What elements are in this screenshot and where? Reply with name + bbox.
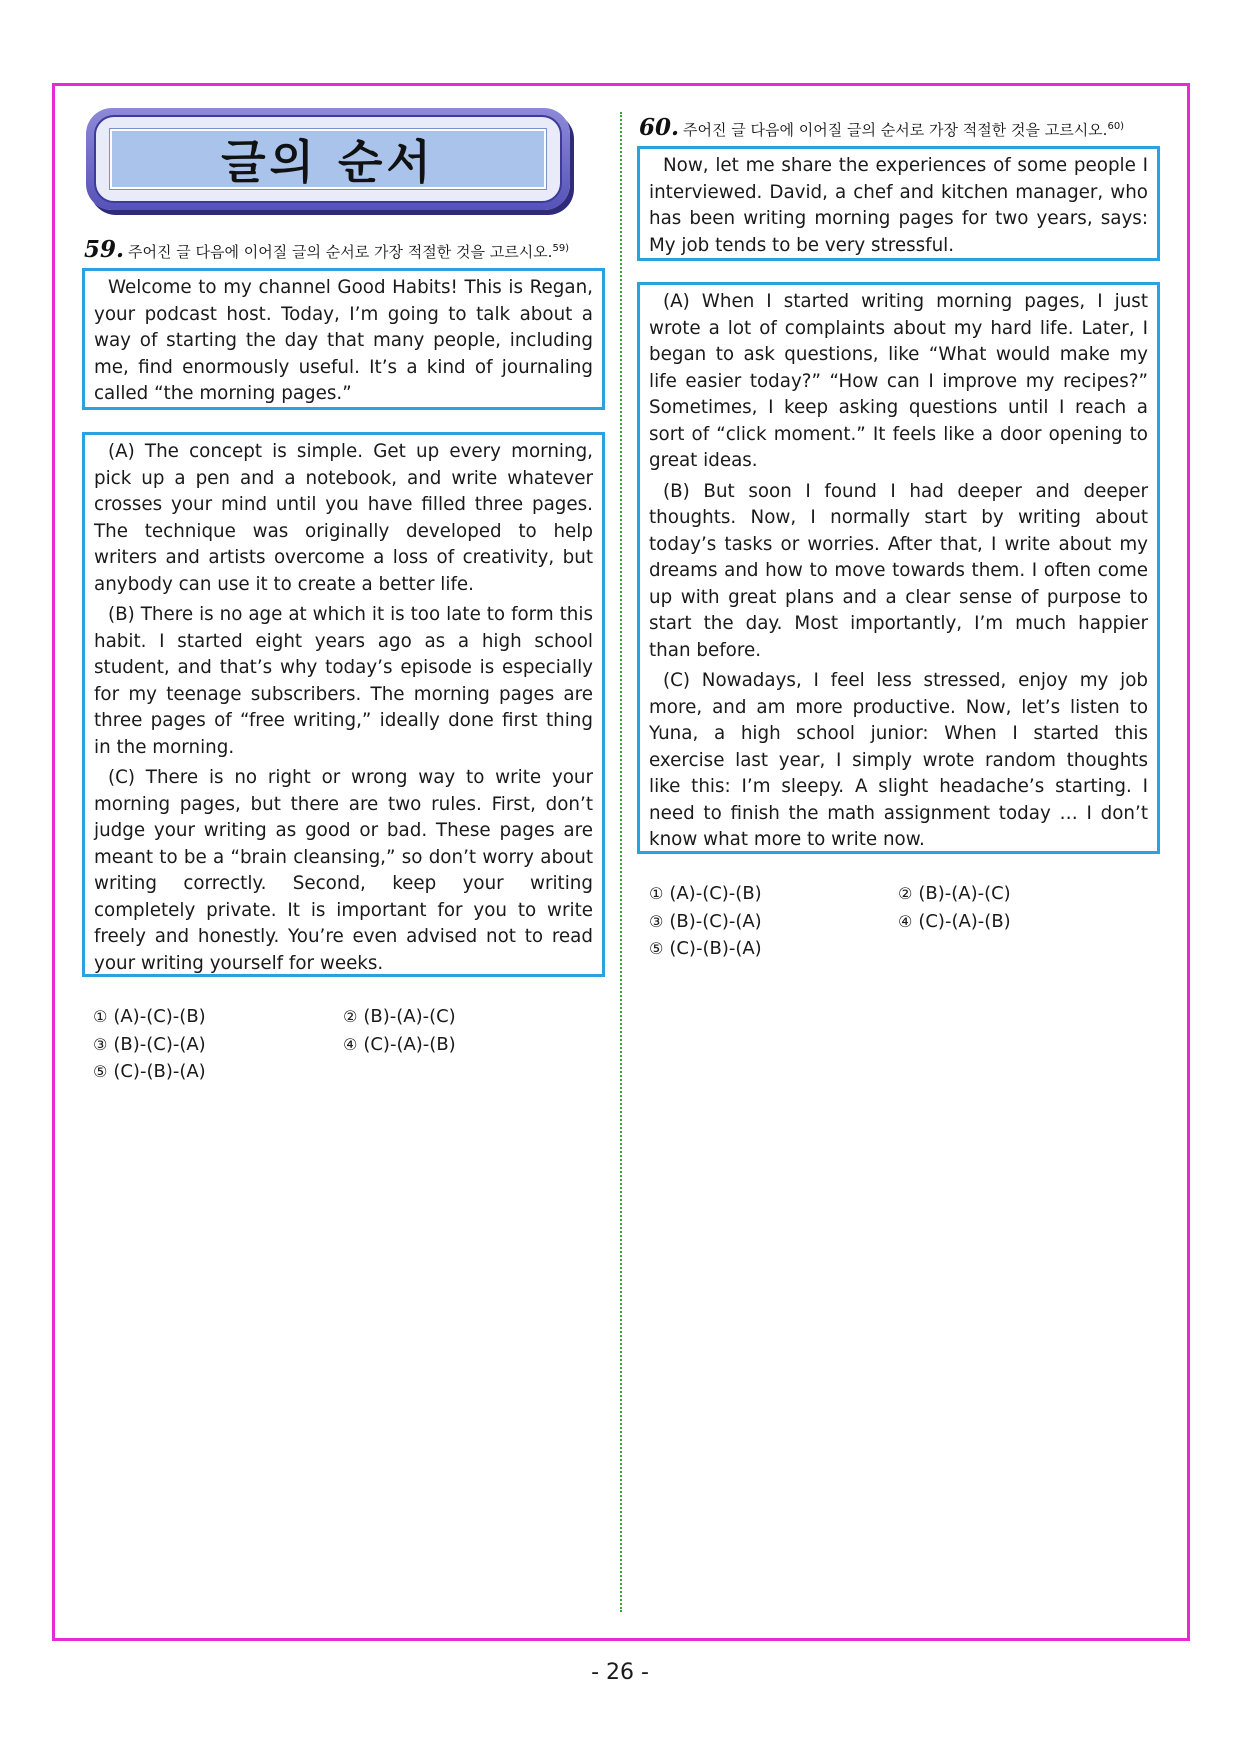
q60-paragraph-b: (B) But soon I found I had deeper and deeper thoughts. Now, I normally start by writing about today’s tasks or worries. After that, I write about my dreams and how to move towards them. I often come up with great plans and a clear sense of purpose to start the day. Most importantly, I’m much happier than before. — [649, 480, 1148, 661]
q60-choice-2[interactable]: ② (B)-(A)-(C) — [898, 883, 1011, 904]
q59-given-passage — [82, 268, 605, 410]
q60-given-text: Now, let me share the experiences of some people I interviewed. David, a chef and kitchen manager, who has been writing morning pages for two years, says: My job tends to be very stressful. — [649, 155, 1148, 256]
q60-choice-3[interactable]: ③ (B)-(C)-(A) — [649, 911, 762, 932]
q59-given-text: Welcome to my channel Good Habits! This is Regan, your podcast host. Today, I’m going to talk about a way of starting the day that many people, including me, find enormously useful. It’s a kind of journaling called “the morning pages.” — [94, 277, 593, 404]
q59-ordering-passages — [82, 432, 605, 977]
q60-ordering-passages — [637, 282, 1160, 854]
q59-choice-4[interactable]: ④ (C)-(A)-(B) — [343, 1034, 456, 1055]
q60-choice-5[interactable]: ⑤ (C)-(B)-(A) — [649, 938, 762, 959]
q59-paragraph-b: (B) There is no age at which it is too late to form this habit. I started eight years ago as a high school student, and that’s why today’s episode is especially for my teenage subscribers. The morning pages are three pages of “free writing,” ideally done first thing in the morning. — [94, 604, 593, 758]
q59-choice-5[interactable]: ⑤ (C)-(B)-(A) — [93, 1061, 206, 1082]
q59-paragraph-c: (C) There is no right or wrong way to write your morning pages, but there are two rules. First, don’t judge your writing as good or bad. These pages are meant to be a “brain cleansing,” so don’t worry about writing correctly. Second, keep your writing completely private. It is important for you to write freely and honestly. You’re even advised not to read your writing yourself for weeks. — [94, 767, 593, 974]
q60-footnote: 60) — [1107, 121, 1125, 132]
q59-choice-1[interactable]: ① (A)-(C)-(B) — [93, 1006, 206, 1027]
q60-paragraph-c: (C) Nowadays, I feel less stressed, enjoy my job more, and am more productive. Now, let’s listen to Yuna, a high school junior: When I started this exercise last year, I simply wrote random thoughts like this: I’m sleepy. A slight headache’s starting. I need to finish the math assignment today … I don’t know what more to write now. — [649, 670, 1148, 850]
q59-number: 59. — [84, 236, 125, 263]
q59-choice-2[interactable]: ② (B)-(A)-(C) — [343, 1006, 456, 1027]
q59-heading — [84, 236, 569, 263]
section-title: 글의 순서 — [221, 135, 435, 189]
q60-paragraph-a: (A) When I started writing morning pages, I just wrote a lot of complaints about my hard life. Later, I began to ask questions, like “What would make my life easier today?” “How can I improve my recipes?” Sometimes, I keep asking questions until I reach a sort of “click moment.” It feels like a door opening to great ideas. — [649, 291, 1148, 471]
q60-instruction: 주어진 글 다음에 이어질 글의 순서로 가장 적절한 것을 고르시오. — [683, 121, 1108, 139]
q60-number: 60. — [639, 114, 680, 141]
page-number: - 26 - — [591, 1660, 649, 1685]
q59-instruction: 주어진 글 다음에 이어질 글의 순서로 가장 적절한 것을 고르시오. — [128, 243, 553, 261]
q60-choice-4[interactable]: ④ (C)-(A)-(B) — [898, 911, 1011, 932]
q60-heading — [639, 114, 1124, 141]
section-title-banner — [86, 108, 570, 210]
banner-frame — [94, 115, 562, 203]
q60-choice-1[interactable]: ① (A)-(C)-(B) — [649, 883, 762, 904]
q59-paragraph-a: (A) The concept is simple. Get up every morning, pick up a pen and a notebook, and write whatever crosses your mind until you have filled three pages. The technique was originally developed to help writers and artists overcome a loss of creativity, but anybody can use it to create a better life. — [94, 441, 593, 595]
q59-footnote: 59) — [552, 243, 570, 254]
q60-given-passage — [637, 146, 1160, 261]
q59-choice-3[interactable]: ③ (B)-(C)-(A) — [93, 1034, 206, 1055]
column-divider — [620, 112, 622, 1612]
banner-panel — [110, 129, 546, 189]
